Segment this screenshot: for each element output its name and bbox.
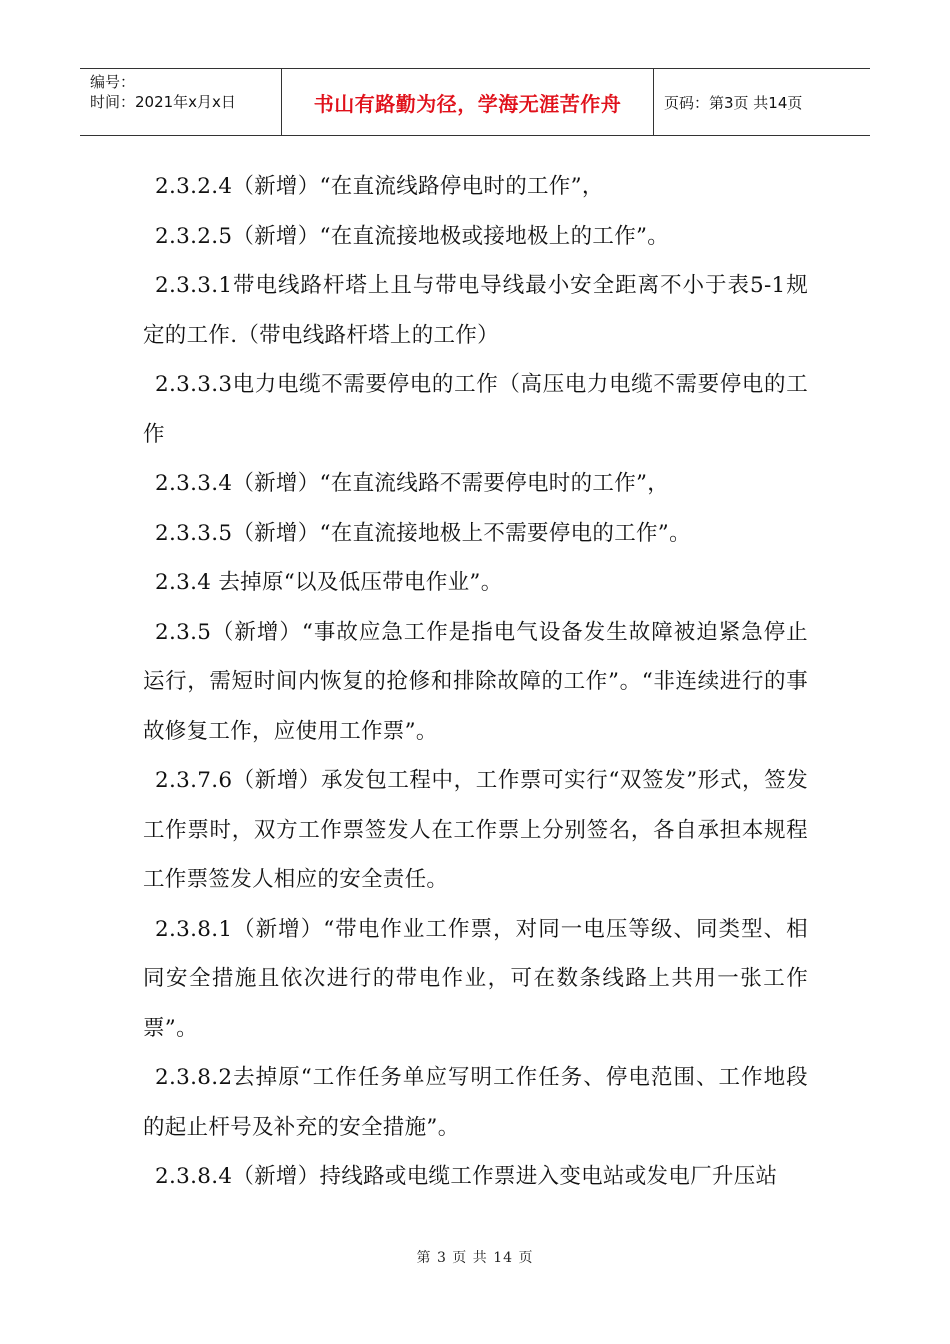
paragraph: 2.3.8.1（新增）“带电作业工作票，对同一电压等级、同类型、相同安全措施且依次进行的带电作业，可在数条线路上共用一张工作票”。 — [143, 916, 808, 1041]
paragraph: 2.3.5（新增）“事故应急工作是指电气设备发生故障被迫紧急停止运行，需短时间内恢复的抢修和排除故障的工作”。“非连续进行的事故修复工作，应使用工作票”。 — [143, 619, 808, 744]
paragraph: 2.3.3.1带电线路杆塔上且与带电导线最小安全距离不小于表5-1规定的工作.（带电线路杆塔上的工作） — [143, 273, 808, 348]
paragraph: 2.3.2.4（新增）“在直流线路停电时的工作”， — [155, 174, 604, 199]
page-header — [80, 68, 870, 136]
paragraph: 2.3.3.5（新增）“在直流接地极上不需要停电的工作”。 — [155, 520, 691, 546]
number-label: 编号： — [90, 73, 136, 91]
header-page-info: 页码：第3页 共14页 — [664, 93, 803, 112]
page-footer: 第 3 页 共 14 页 — [416, 1250, 534, 1266]
paragraph: 2.3.3.3电力电缆不需要停电的工作（高压电力电缆不需要停电的工作 — [143, 372, 808, 447]
document-body — [143, 162, 808, 1202]
paragraph: 2.3.8.2去掉原“工作任务单应写明工作任务、停电范围、工作地段的起止杆号及补充的安全措施”。 — [143, 1065, 808, 1140]
header-motto: 书山有路勤为径，学海无涯苦作舟 — [282, 69, 654, 135]
paragraph: 2.3.2.5（新增）“在直流接地极或接地极上的工作”。 — [155, 223, 670, 249]
paragraph: 2.3.3.4（新增）“在直流线路不需要停电时的工作”， — [155, 471, 670, 496]
paragraph: 2.3.8.4（新增）持线路或电缆工作票进入变电站或发电厂升压站 — [155, 1164, 778, 1189]
paragraph: 2.3.7.6（新增）承发包工程中，工作票可实行“双签发”形式，签发工作票时，双方工作票签发人在工作票上分别签名，各自承担本规程工作票签发人相应的安全责任。 — [143, 768, 808, 892]
header-meta — [80, 69, 282, 135]
paragraph: 2.3.4 去掉原“以及低压带电作业”。 — [155, 570, 503, 595]
date-label: 时间：2021年x月x日 — [90, 93, 236, 111]
